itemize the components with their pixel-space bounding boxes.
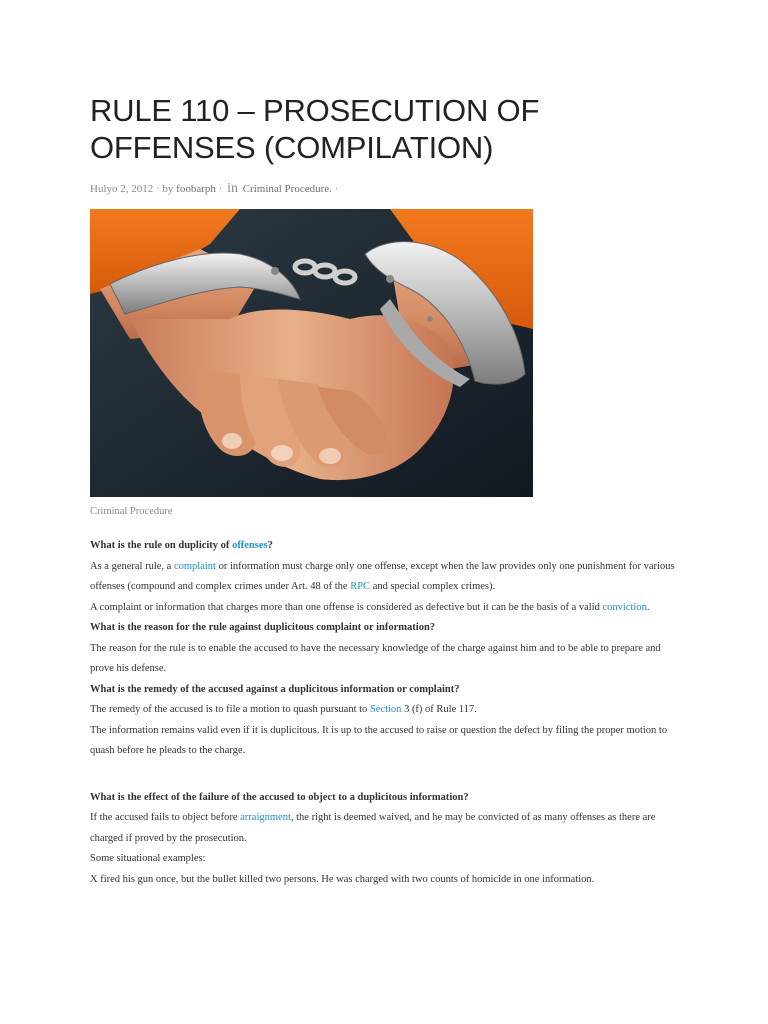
conviction-link[interactable]: conviction [602, 601, 647, 613]
paragraph: A complaint or information that charges more than one offense is considered as defective but it can be the basis of a valid conviction. [90, 601, 650, 613]
paragraph: The remedy of the accused is to file a motion to quash pursuant to Section 3 (f) of Rule 117. [90, 704, 477, 715]
meta-in-label: in [227, 181, 238, 196]
question-heading: What is the reason for the rule against duplicitous complaint or information? [90, 622, 436, 633]
question-heading: What is the effect of the failure of the accused to object to a duplicitous information? [90, 791, 469, 803]
article-body [90, 536, 680, 890]
spacer [90, 762, 680, 788]
complaint-link[interactable]: complaint [173, 560, 216, 572]
handcuffed-hands-image [90, 209, 533, 497]
question-heading: What is the rule on duplicity of offenses? [90, 540, 273, 551]
post-meta [90, 181, 338, 197]
paragraph: If the accused fails to object before arraignment, the right is deemed waived, and he may be convicted of as many offenses as there are charged if proved by the prosecution. [90, 812, 656, 844]
image-caption: Criminal Procedure [90, 506, 173, 517]
question-heading: What is the remedy of the accused against a duplicitous information or complaint? [90, 683, 460, 695]
arraignment-link[interactable]: arraignment [240, 812, 291, 823]
meta-separator: · [156, 183, 160, 195]
page-title: RULE 110 – PROSECUTION OF OFFENSES (COMPILATION) [90, 93, 540, 165]
author-link[interactable]: foobarph [176, 183, 216, 195]
meta-separator: · [334, 183, 339, 195]
paragraph: The reason for the rule is to enable the accused to have the necessary knowledge of the charge against him and to be able to prepare and prove his defense. [90, 642, 661, 674]
offenses-link[interactable]: offenses [232, 540, 268, 551]
featured-image [90, 209, 533, 497]
category-link[interactable]: Criminal Procedure. [242, 183, 332, 195]
post-date[interactable]: Hulyo 2, 2012 [90, 183, 154, 195]
meta-by-label: by [162, 183, 174, 195]
paragraph: The information remains valid even if it is duplicitous. It is up to the accused to raise or question the defect by filing the proper motion to quash before he pleads to the charge. [90, 724, 668, 756]
section-link[interactable]: Section [369, 704, 402, 715]
meta-separator: · [218, 183, 223, 195]
paragraph: Some situational examples: [90, 853, 206, 864]
paragraph: As a general rule, a complaint or information must charge only one offense, except when the law provides only one punishment for various offenses (compound and complex crimes under Art. 48 of the RPC and special complex crimes). [90, 560, 675, 592]
rpc-link[interactable]: RPC [350, 581, 371, 592]
paragraph: X fired his gun once, but the bullet killed two persons. He was charged with two counts of homicide in one information. [90, 873, 595, 885]
